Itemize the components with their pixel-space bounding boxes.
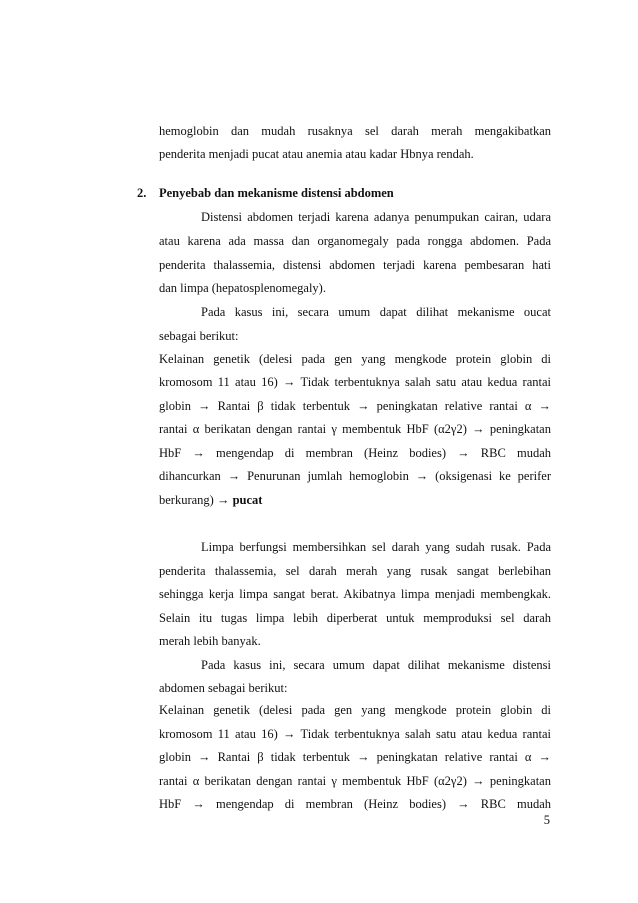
para3-line-4: Selain itu tugas limpa lebih diperberat untuk memproduksi sel darah — [159, 611, 551, 625]
section-heading — [137, 185, 557, 201]
mech1-line-4: rantai α berikatan dengan rantai γ membentuk HbF (α2γ2) → peningkatan — [159, 422, 551, 436]
mech1-last-text: berkurang) → — [159, 493, 233, 507]
mech1-line-7 — [159, 492, 551, 508]
page-number: 5 — [543, 813, 550, 827]
para3-line-3: sehingga kerja limpa sangat berat. Akibatnya limpa menjadi membengkak. — [159, 587, 551, 601]
mech2-line-2: kromosom 11 atau 16) → Tidak terbentuknya salah satu atau kedua rantai — [159, 727, 551, 741]
mech1-line-3: globin → Rantai β tidak terbentuk → peningkatan relative rantai α → — [159, 399, 551, 413]
mech2-line-5: HbF → mengendap di membran (Heinz bodies) → RBC mudah — [159, 797, 551, 811]
para3-line-1: Limpa berfungsi membersihkan sel darah yang sudah rusak. Pada — [201, 540, 551, 554]
section-title: Penyebab dan mekanisme distensi abdomen — [159, 186, 394, 200]
para1-line-4: dan limpa (hepatosplenomegaly). — [159, 281, 326, 295]
mech1-result-pucat: pucat — [232, 493, 263, 507]
intro-line-1: hemoglobin dan mudah rusaknya sel darah merah mengakibatkan — [159, 124, 551, 138]
para4-line-1: Pada kasus ini, secara umum dapat dilihat mekanisme distensi — [201, 658, 551, 672]
para4-line-2: abdomen sebagai berikut: — [159, 681, 288, 695]
para1-line-2: atau karena ada massa dan organomegaly pada rongga abdomen. Pada — [159, 234, 551, 248]
para1-line-3: penderita thalassemia, distensi abdomen terjadi karena pembesaran hati — [159, 258, 551, 272]
mech1-line-6: dihancurkan → Penurunan jumlah hemoglobin → (oksigenasi ke perifer — [159, 469, 551, 483]
para1-line-1: Distensi abdomen terjadi karena adanya penumpukan cairan, udara — [201, 210, 551, 224]
para3-line-2: penderita thalassemia, sel darah merah yang rusak sangat berlebihan — [159, 564, 551, 578]
mech1-line-1: Kelainan genetik (delesi pada gen yang mengkode protein globin di — [159, 352, 551, 366]
mech1-line-5: HbF → mengendap di membran (Heinz bodies) → RBC mudah — [159, 446, 551, 460]
section-number: 2. — [137, 186, 147, 200]
mech2-line-3: globin → Rantai β tidak terbentuk → peningkatan relative rantai α → — [159, 750, 551, 764]
mech2-line-1: Kelainan genetik (delesi pada gen yang mengkode protein globin di — [159, 703, 551, 717]
intro-line-2: penderita menjadi pucat atau anemia atau kadar Hbnya rendah. — [159, 147, 474, 161]
mech2-line-4: rantai α berikatan dengan rantai γ membentuk HbF (α2γ2) → peningkatan — [159, 774, 551, 788]
mech1-line-2: kromosom 11 atau 16) → Tidak terbentuknya salah satu atau kedua rantai — [159, 375, 551, 389]
para2-line-1: Pada kasus ini, secara umum dapat dilihat mekanisme oucat — [201, 305, 551, 319]
para2-line-2: sebagai berikut: — [159, 329, 239, 343]
para3-line-5: merah lebih banyak. — [159, 634, 261, 648]
